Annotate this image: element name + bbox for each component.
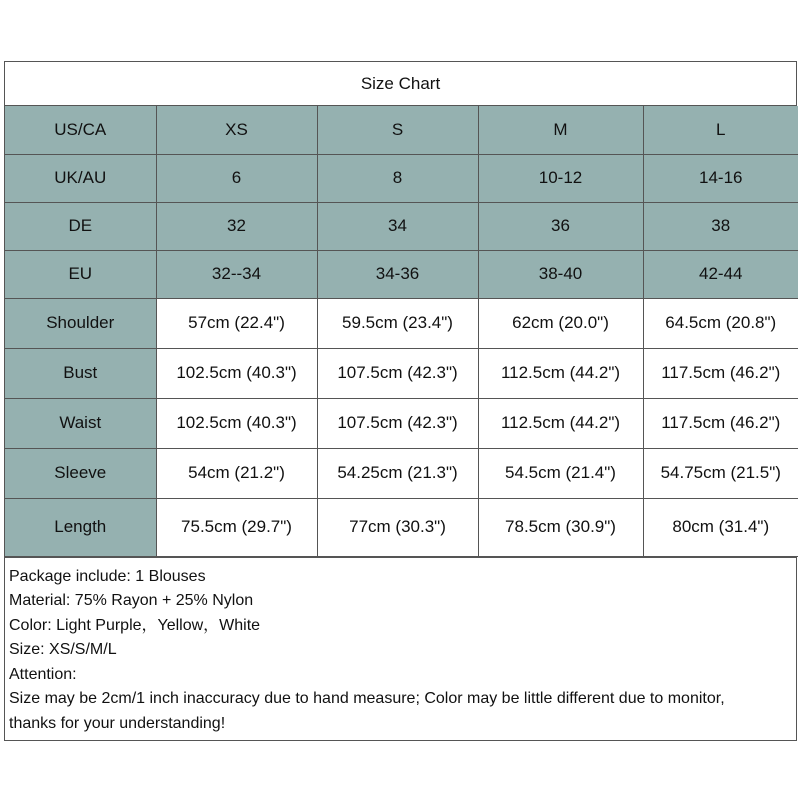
measure-cell: 57cm (22.4") [156, 298, 317, 348]
measure-cell: 102.5cm (40.3") [156, 348, 317, 398]
size-row-us [5, 106, 798, 154]
row-label: DE [5, 202, 156, 250]
chart-title: Size Chart [5, 62, 796, 106]
size-cell: XS [156, 106, 317, 154]
size-cell: 32--34 [156, 250, 317, 298]
size-cell: 32 [156, 202, 317, 250]
measure-cell: 78.5cm (30.9") [478, 498, 643, 556]
note-material: Material: 75% Rayon + 25% Nylon [9, 592, 254, 609]
size-chart [4, 61, 797, 741]
measure-cell: 64.5cm (20.8") [643, 298, 798, 348]
size-table [5, 106, 798, 557]
size-cell: 34-36 [317, 250, 478, 298]
size-cell: 36 [478, 202, 643, 250]
measure-cell: 54.25cm (21.3") [317, 448, 478, 498]
measure-cell: 54.5cm (21.4") [478, 448, 643, 498]
row-label: Sleeve [5, 448, 156, 498]
measure-cell: 112.5cm (44.2") [478, 348, 643, 398]
measure-row-sleeve [5, 448, 798, 498]
measure-cell: 117.5cm (46.2") [643, 348, 798, 398]
measure-cell: 77cm (30.3") [317, 498, 478, 556]
measure-cell: 75.5cm (29.7") [156, 498, 317, 556]
size-row-de [5, 202, 798, 250]
note-package: Package include: 1 Blouses [9, 567, 206, 585]
size-cell: 10-12 [478, 154, 643, 202]
row-label: US/CA [5, 106, 156, 154]
size-cell: 34 [317, 202, 478, 250]
measure-row-bust [5, 348, 798, 398]
row-label: Waist [5, 398, 156, 448]
measure-row-shoulder [5, 298, 798, 348]
row-label: Bust [5, 348, 156, 398]
size-cell: M [478, 106, 643, 154]
row-label: Shoulder [5, 298, 156, 348]
size-cell: 42-44 [643, 250, 798, 298]
size-cell: 6 [156, 154, 317, 202]
size-row-uk [5, 154, 798, 202]
measure-row-waist [5, 398, 798, 448]
measure-cell: 107.5cm (42.3") [317, 348, 478, 398]
size-cell: 38 [643, 202, 798, 250]
measure-cell: 107.5cm (42.3") [317, 398, 478, 448]
row-label: EU [5, 250, 156, 298]
size-cell: L [643, 106, 798, 154]
measure-cell: 54cm (21.2") [156, 448, 317, 498]
row-label: UK/AU [5, 154, 156, 202]
note-size: Size: XS/S/M/L [9, 641, 117, 658]
measure-cell: 62cm (20.0") [478, 298, 643, 348]
note-color: Color: Light Purple，Yellow，White [9, 616, 261, 634]
measure-cell: 117.5cm (46.2") [643, 398, 798, 448]
measure-cell: 102.5cm (40.3") [156, 398, 317, 448]
product-notes [5, 557, 796, 737]
size-cell: 8 [317, 154, 478, 202]
note-disclaimer: Size may be 2cm/1 inch inaccuracy due to hand measure; Color may be little different due to monitor, [9, 690, 725, 707]
measure-cell: 112.5cm (44.2") [478, 398, 643, 448]
note-thanks: thanks for your understanding! [9, 714, 226, 732]
measure-cell: 59.5cm (23.4") [317, 298, 478, 348]
size-cell: S [317, 106, 478, 154]
note-attention: Attention: [9, 665, 77, 683]
row-label: Length [5, 498, 156, 556]
size-cell: 14-16 [643, 154, 798, 202]
size-cell: 38-40 [478, 250, 643, 298]
measure-row-length [5, 498, 798, 556]
measure-cell: 80cm (31.4") [643, 498, 798, 556]
measure-cell: 54.75cm (21.5") [643, 448, 798, 498]
size-row-eu [5, 250, 798, 298]
